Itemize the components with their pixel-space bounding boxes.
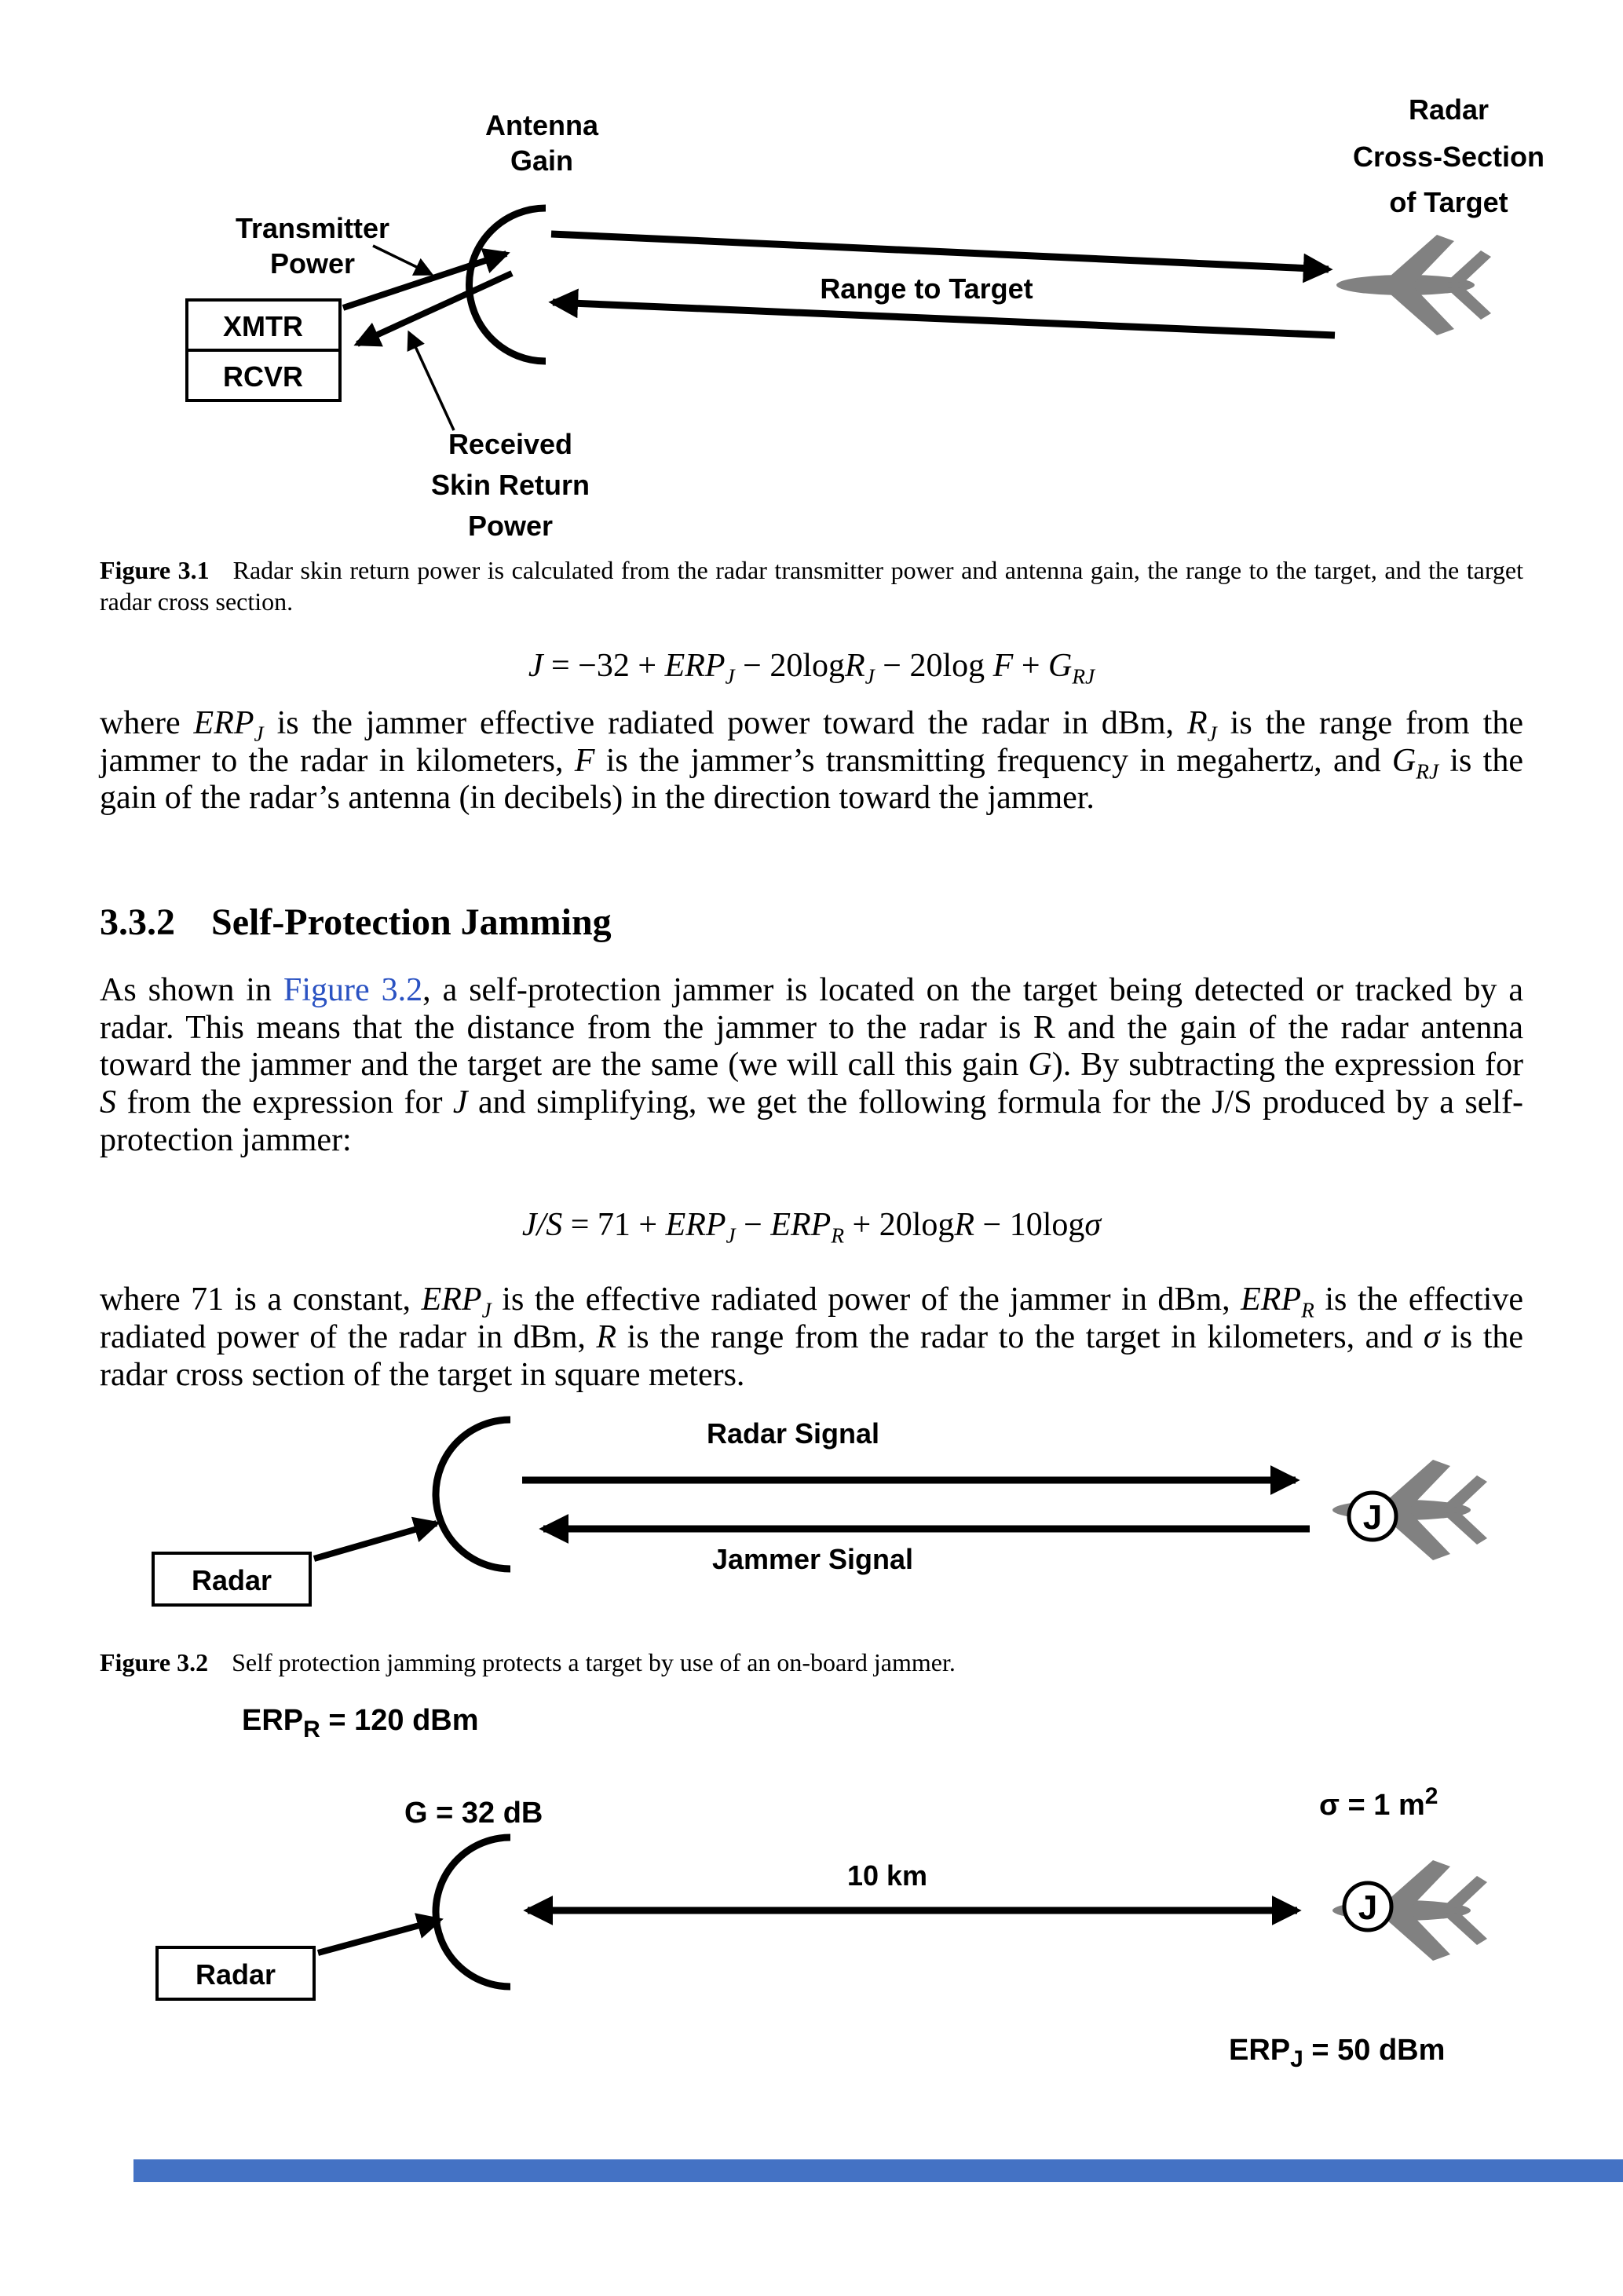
text-frag: R <box>1186 705 1208 741</box>
antenna-gain-label-line2: Gain <box>510 144 574 177</box>
eq-frag: J <box>865 664 875 689</box>
paragraph-jammer-power-terms <box>100 705 1523 817</box>
eq-frag <box>1072 664 1095 688</box>
eq-frag: G <box>1048 648 1073 684</box>
sigma-prefix: σ = 1 m <box>1319 1789 1425 1823</box>
text-frag: J <box>254 722 264 746</box>
text-frag: G <box>1391 742 1416 779</box>
text-frag: ERP <box>1241 1281 1302 1318</box>
figure-3-1-diagram <box>0 0 1623 550</box>
figure-3-1-caption-label: Figure 3.1 <box>100 556 210 584</box>
text-frag: R <box>1301 1298 1314 1322</box>
eq-frag: F <box>992 648 1014 684</box>
text-frag: is the radar cross section of the target in square meters. <box>100 1318 1524 1393</box>
eq-frag <box>865 664 875 688</box>
radar-feed-arrow <box>314 1523 437 1559</box>
equation-jammer-power <box>100 647 1523 689</box>
eq-frag <box>831 1224 844 1248</box>
antenna-gain-label-line1: Antenna <box>485 109 598 141</box>
bottom-blue-bar <box>133 2159 1623 2182</box>
radar-signal-out-arrow <box>551 234 1329 269</box>
figure-3-2-diagram <box>0 1408 1623 1643</box>
radar-signal-label: Radar Signal <box>706 1417 880 1450</box>
rcvr-label: RCVR <box>222 360 304 393</box>
text-frag: J <box>1207 722 1217 746</box>
radar-box-label: Radar <box>195 1958 276 1991</box>
figure-3-1-caption <box>100 554 1523 617</box>
eq-frag: R <box>845 648 865 684</box>
section-heading-3-3-2 <box>100 901 1523 944</box>
text-frag: ). By subtracting the expression for <box>1051 1047 1523 1084</box>
received-power-pointer-arrow <box>409 333 454 430</box>
eq-frag: RJ <box>1072 664 1095 689</box>
text-frag: is the effective radiated power of the jammer in dBm, <box>491 1281 1241 1318</box>
erp-radar-prefix: ERP <box>242 1704 304 1738</box>
eq-frag: + 20log <box>844 1207 955 1244</box>
eq-frag: J <box>726 1223 736 1248</box>
text-frag: G <box>1028 1047 1052 1084</box>
erp-radar-sub: R <box>303 1717 320 1743</box>
text-frag: J <box>481 1298 492 1322</box>
transmitter-power-pointer-arrow <box>373 246 431 274</box>
jammer-badge-letter: J <box>1358 1888 1378 1928</box>
eq-frag: ERP <box>665 1207 726 1244</box>
jammer-badge <box>1344 1883 1391 1930</box>
eq-frag: + <box>1013 648 1048 684</box>
eq-frag: J <box>725 664 735 689</box>
eq-frag: J <box>528 648 543 684</box>
figure-3-2-link[interactable]: Figure 3.2 <box>283 971 423 1008</box>
paragraph-j-over-s-terms <box>100 1281 1523 1394</box>
erp-jammer-label <box>1229 2034 1445 2072</box>
text-frag: RJ <box>1416 759 1439 784</box>
jammer-badge-letter: J <box>1362 1498 1383 1537</box>
received-skin-return-label-line1: Received <box>448 428 573 460</box>
text-frag: , a self-protection jammer is located on the target being detected or tracked by a radar. This means that the distance from the jammer to the radar is R and the gain of the radar antenna toward the jammer and the target are the same (we will call this gain <box>100 971 1523 1084</box>
figure-3-2-caption-label: Figure 3.2 <box>100 1648 209 1677</box>
text-frag: S <box>100 1084 116 1121</box>
figure-3-2-caption-text: Self protection jamming protects a target by use of an on-board jammer. <box>232 1648 956 1677</box>
eq-frag: R <box>831 1223 845 1248</box>
text-frag: is the jammer effective radiated power toward the radar in dBm, <box>263 705 1187 741</box>
eq-frag: − 20log <box>734 648 846 684</box>
eq-frag: ERP <box>770 1207 832 1244</box>
figure-3-3-diagram <box>0 1684 1623 2093</box>
erp-radar-label <box>242 1704 479 1742</box>
section-number: 3.3.2 <box>100 901 175 943</box>
radar-cross-section-label-line2: Cross-Section <box>1352 141 1545 173</box>
eq-frag: = 71 + <box>562 1207 666 1244</box>
radar-antenna-arc <box>436 1420 510 1569</box>
target-aircraft-icon <box>1336 235 1491 335</box>
range-value-label: 10 km <box>846 1859 928 1892</box>
equation-j-over-s <box>100 1206 1523 1248</box>
eq-frag: − 10log <box>974 1207 1085 1244</box>
eq-frag <box>726 1224 736 1248</box>
text-frag: ERP <box>421 1281 482 1318</box>
text-frag: ERP <box>193 705 254 741</box>
text-frag: is the effective radiated power of the radar in dBm, <box>100 1281 1523 1355</box>
transmit-feed-arrow <box>343 254 506 308</box>
jammer-badge <box>1349 1493 1396 1540</box>
eq-frag: R <box>954 1207 975 1244</box>
eq-frag: − <box>735 1207 771 1244</box>
text-frag: is the range from the radar to the target in kilometers, and <box>616 1318 1424 1355</box>
eq-frag: J/S <box>521 1207 563 1244</box>
text-frag: J <box>452 1084 468 1121</box>
text-frag: F <box>574 742 595 779</box>
text-frag: and simplifying, we get the following formula for the J/S produced by a self-protection jammer: <box>100 1084 1523 1158</box>
text-frag: is the gain of the radar’s antenna (in decibels) in the direction toward the jammer. <box>100 742 1523 817</box>
text-frag: where <box>100 705 194 741</box>
section-title: Self-Protection Jamming <box>211 901 612 943</box>
radar-feed-arrow <box>318 1920 440 1953</box>
text-frag: where 71 is a constant, <box>100 1281 422 1318</box>
text-frag: R <box>596 1318 617 1355</box>
figure-3-2-caption <box>100 1647 1523 1678</box>
received-skin-return-label-line2: Skin Return <box>430 469 590 501</box>
transmitter-power-label-line1: Transmitter <box>235 212 390 244</box>
radar-box-label: Radar <box>191 1564 272 1597</box>
range-to-target-label: Range to Target <box>820 272 1033 305</box>
jammer-signal-label: Jammer Signal <box>711 1543 914 1576</box>
antenna-gain-value-label: G = 32 dB <box>404 1797 543 1830</box>
eq-frag: σ <box>1084 1207 1102 1244</box>
radar-cross-section-label-line3: of Target <box>1389 186 1508 218</box>
figure-3-1-caption-text: Radar skin return power is calculated from the radar transmitter power and antenna gain, the range to the target, and the target radar cross section. <box>100 556 1524 616</box>
sigma-sup: 2 <box>1424 1783 1438 1810</box>
eq-frag <box>726 664 735 688</box>
radar-antenna-arc <box>436 1837 510 1987</box>
paragraph-self-protection-intro <box>100 972 1523 1159</box>
erp-jammer-value: = 50 dBm <box>1303 2034 1446 2067</box>
sigma-label <box>1319 1783 1438 1822</box>
text-frag: from the expression for <box>116 1084 453 1121</box>
text-frag: σ <box>1423 1318 1440 1355</box>
received-skin-return-label-line3: Power <box>467 510 554 542</box>
erp-jammer-prefix: ERP <box>1229 2034 1291 2067</box>
erp-jammer-sub: J <box>1290 2046 1303 2073</box>
transmitter-power-label-line2: Power <box>269 247 356 280</box>
text-frag <box>1416 759 1438 783</box>
eq-frag: ERP <box>664 648 726 684</box>
text-frag: is the range from the jammer to the radar in kilometers, <box>100 705 1523 779</box>
xmtr-label: XMTR <box>223 310 303 342</box>
text-frag: As shown in <box>100 971 283 1008</box>
skin-return-arrow <box>553 302 1335 335</box>
text-frag: is the jammer’s transmitting frequency in megahertz, and <box>594 742 1392 779</box>
erp-radar-value: = 120 dBm <box>320 1704 479 1738</box>
eq-frag: = −32 + <box>543 648 665 684</box>
radar-cross-section-label-line1: Radar <box>1408 93 1490 126</box>
eq-frag: − 20log <box>874 648 993 684</box>
